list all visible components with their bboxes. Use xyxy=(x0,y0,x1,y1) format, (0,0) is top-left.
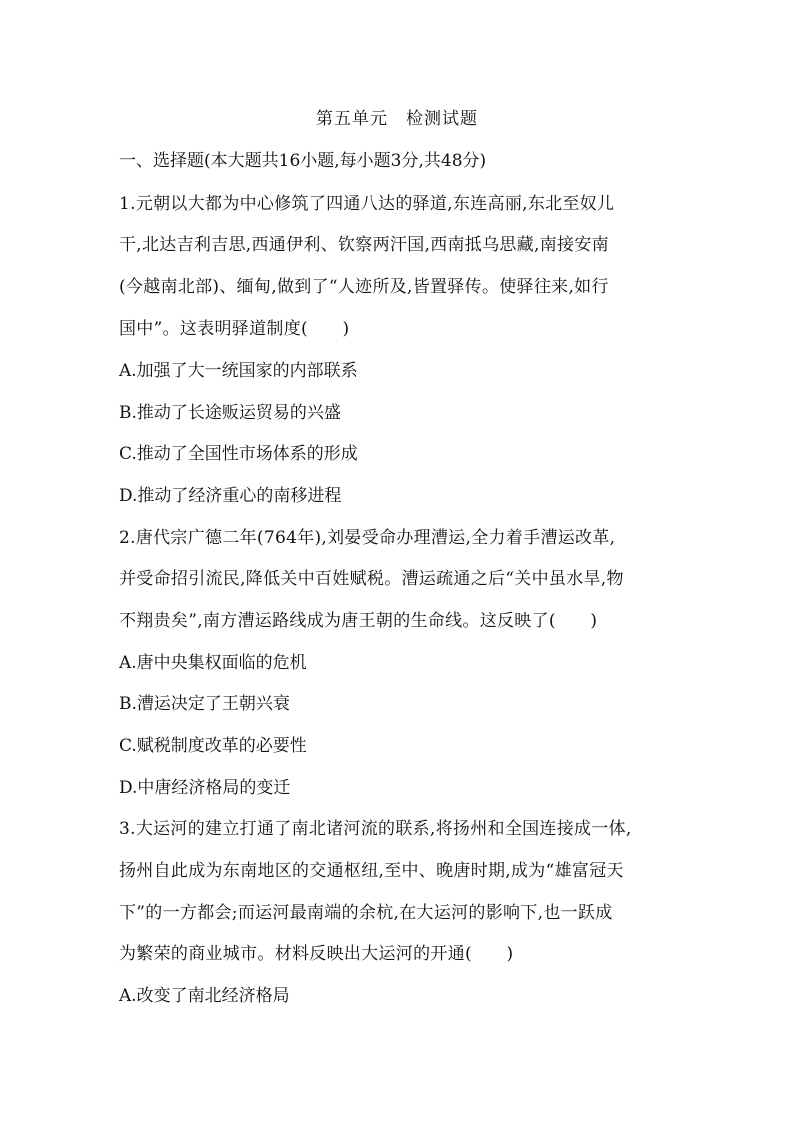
question-3-line-3: 下”的一方都会;而运河最南端的余杭,在大运河的影响下,也一跃成 xyxy=(119,903,613,923)
question-3-line-1: 3.大运河的建立打通了南北诸河流的联系,将扬州和全国连接成一体, xyxy=(119,819,632,839)
question-1-option-d: D.推动了经济重心的南移进程 xyxy=(119,486,342,506)
question-2-option-b: B.漕运决定了王朝兴衰 xyxy=(119,694,290,714)
question-1-line-3: (今越南北部)、缅甸,做到了“人迹所及,皆置驿传。使驿往来,如行 xyxy=(119,277,609,297)
question-3-line-4: 为繁荣的商业城市。材料反映出大运河的开通( ) xyxy=(119,944,514,964)
question-1-option-a: A.加强了大一统国家的内部联系 xyxy=(119,361,358,381)
question-1-line-2: 干,北达吉利吉思,西通伊利、钦察两汗国,西南抵乌思藏,南接安南 xyxy=(119,235,609,255)
section-heading: 一、选择题(本大题共16小题,每小题3分,共48分) xyxy=(119,151,487,171)
question-2-line-2: 并受命招引流民,降低关中百姓赋税。漕运疏通之后“关中虽水旱,物 xyxy=(119,569,624,589)
question-1-option-c: C.推动了全国性市场体系的形成 xyxy=(119,444,358,464)
question-1-line-4: 国中”。这表明驿道制度( ) xyxy=(119,319,350,339)
question-2-line-3: 不翔贵矣”,南方漕运路线成为唐王朝的生命线。这反映了( ) xyxy=(119,611,598,631)
question-2-option-d: D.中唐经济格局的变迁 xyxy=(119,778,291,798)
question-2-option-a: A.唐中央集权面临的危机 xyxy=(119,653,307,673)
question-3-option-a: A.改变了南北经济格局 xyxy=(119,986,290,1006)
question-3-line-2: 扬州自此成为东南地区的交通枢纽,至中、晚唐时期,成为“雄富冠天 xyxy=(119,861,624,881)
question-1-line-1: 1.元朝以大都为中心修筑了四通八达的驿道,东连高丽,东北至奴儿 xyxy=(119,194,615,214)
question-1-option-b: B.推动了长途贩运贸易的兴盛 xyxy=(119,403,341,423)
question-2-line-1: 2.唐代宗广德二年(764年),刘晏受命办理漕运,全力着手漕运改革, xyxy=(119,528,616,548)
question-2-option-c: C.赋税制度改革的必要性 xyxy=(119,736,307,756)
page-title: 第五单元 检测试题 xyxy=(316,109,478,129)
